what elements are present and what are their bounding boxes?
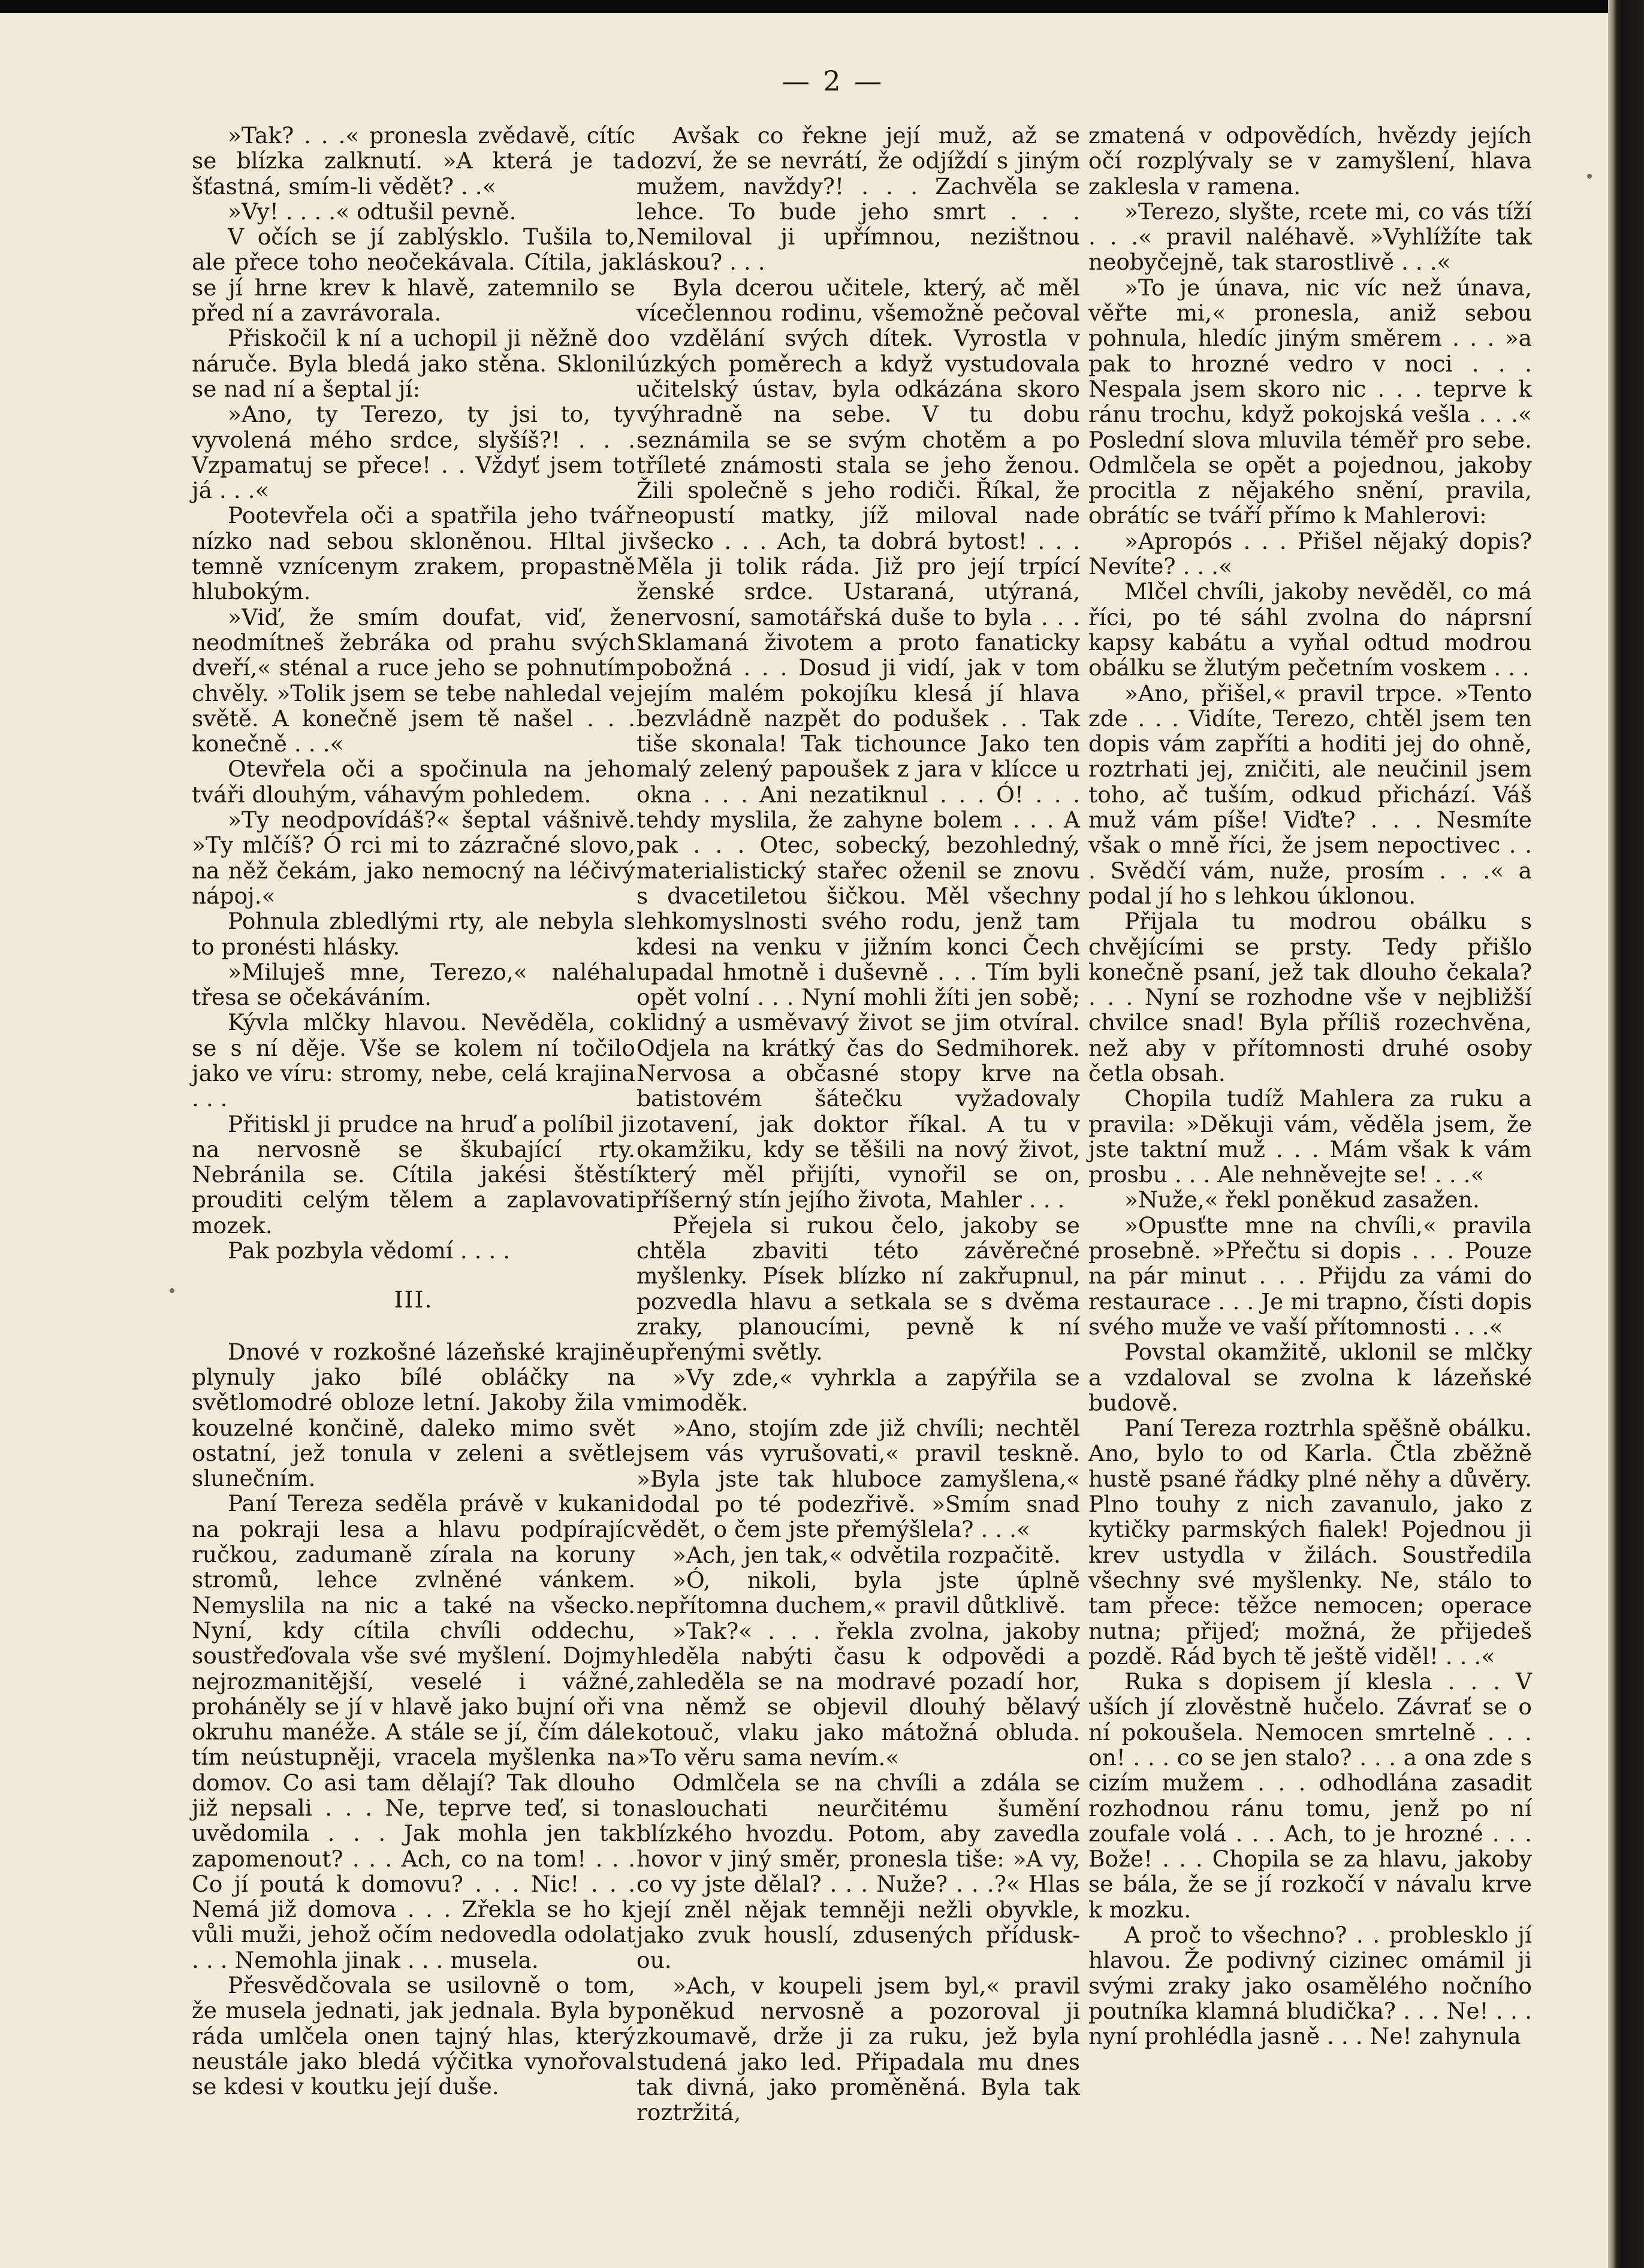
paragraph: Kývla mlčky hlavou. Nevěděla, co se s ní děje. Vše se kolem ní točilo jako ve víru: stromy, nebe, celá krajina . . . xyxy=(192,1009,635,1112)
paragraph: »To je únava, nic víc než únava, věřte mi,« pronesla, aniž sebou pohnula, hledíc jiným směrem . . . »a pak to hrozné vedro v noci . . . Nespala jsem skoro nic . . . teprve k ránu trochu, když pokojská vešla . . .« Poslední slova mluvila téměř pro sebe. Odmlčela se opět a pojednou, jakoby procitla z nějakého snění, pravila, obrátíc se tváří přímo k Mahlerovi: xyxy=(1088,274,1532,529)
paragraph: Mlčel chvíli, jakoby nevěděl, co má říci, po té sáhl zvolna do náprsní kapsy kabátu a vyňal odtud modrou obálku se žlutým pečetním voskem . . . xyxy=(1088,578,1532,681)
paragraph: »Ach, jen tak,« odvětila rozpačitě. xyxy=(672,1541,1061,1568)
column-left xyxy=(192,123,635,2100)
speck xyxy=(170,1288,174,1293)
paragraph: Otevřela oči a spočinula na jeho tváři dlouhým, váhavým pohledem. xyxy=(192,756,635,808)
paragraph: Odmlčela se na chvíli a zdála se naslouchati neurčitému šumění blízkého hvozdu. Potom, aby zavedla hovor v jiný směr, pronesla tiše: »A vy, co vy jste dělal? . . . Nuže? . . .?« Hlas její zněl nějak temněji nežli obyvkle, jako zvuk houslí, zdusených příduskou. xyxy=(637,1769,1080,1974)
paragraph: Pohnula zbledlými rty, ale nebyla s to pronésti hlásky. xyxy=(192,908,635,960)
paragraph: »Ó, nikoli, byla jste úplně nepřítomna duchem,« pravil důtklivě. xyxy=(637,1566,1080,1619)
paragraph: Přejela si rukou čelo, jakoby se chtěla zbaviti této závěrečné myšlenky. Písek blízko ní zakřupnul, pozvedla hlavu a setkala se s dvěma zraky, planoucími, pevně k ní upřenými světly. xyxy=(637,1212,1080,1366)
paragraph: »Miluješ mne, Terezo,« naléhal třesa se očekáváním. xyxy=(192,958,635,1011)
paragraph: Dnové v rozkošné lázeňské krajině plynuly jako bílé obláčky na světlomodré obloze letní. Jakoby žila v kouzelné končině, daleko mimo svět ostatní, jež tonula v zeleni a světle slunečním. xyxy=(192,1338,635,1492)
column-right xyxy=(1088,123,1532,2049)
paragraph: V očích se jí zablýsklo. Tušila to, ale přece toho neočekávala. Cítila, jak se jí hrne krev k hlavě, zatemnilo se před ní a zavrávorala. xyxy=(192,224,635,327)
column-middle xyxy=(637,123,1080,2125)
paragraph: Byla dcerou učitele, který, ač měl vícečlennou rodinu, všemožně pečoval o vzdělání svých dítek. Vyrostla v úzkých poměrech a když vystudovala učitelský ústav, byla odkázána skoro výhradně na sebe. V tu dobu seznámila se se svým chotěm a po tříleté známosti stala se jeho ženou. Žili společně s jeho rodiči. Říkal, že neopustí matky, jíž miloval nade všecko . . . Ach, ta dobrá bytost! . . . Měla ji tolik ráda. Již pro její trpící ženské srdce. Ustaraná, utýraná, nervosní, samotářská duše to byla . . . Sklamaná životem a proto fanaticky pobožná . . . Dosud ji vidí, jak v tom jejím malém pokojíku klesá jí hlava bezvládně nazpět do podušek . . Tak tiše skonala! Tak tichounce Jako ten malý zelený papoušek z jara v klícce u okna . . . Ani nezatiknul . . . Ó! . . . tehdy myslila, že zahyne bolem . . . A pak . . . Otec, sobecký, bezohledný, materialistický stařec oženil se znovu s dvacetiletou šičkou. Měl všechny lehkomyslnosti svého rodu, jenž tam kdesi na venku v jižním konci Čech upadal hmotně i duševně . . . Tím byli opět volní . . . Nyní mohli žíti jen sobě; klidný a usměvavý život se jim otvíral. Odjela na krátký čas do Sedmihorek. Nervosa a občasné stopy krve na batistovém šátečku vyžadovaly zotavení, jak doktor říkal. A tu v okamžiku, kdy se těšili na nový život, který měl přijíti, vynořil se on, příšerný stín jejího života, Mahler . . . xyxy=(637,274,1080,1213)
scan-right-edge xyxy=(1608,0,1644,2268)
page-number: — 2 — xyxy=(782,65,885,97)
paragraph: »Ty neodpovídáš?« šeptal vášnivě. »Ty mlčíš? Ó rci mi to zázračné slovo, na něž čekám, jako nemocný na léčivý nápoj.« xyxy=(192,807,635,909)
paragraph: »Terezo, slyšte, rcete mi, co vás tíží . . .« pravil naléhavě. »Vyhlížíte tak neobyčejně, tak starostlivě . . .« xyxy=(1088,198,1532,276)
paragraph: Pak pozbyla vědomí . . . . xyxy=(228,1237,511,1264)
paragraph: Avšak co řekne její muž, až se dozví, že se nevrátí, že odjíždí s jiným mužem, navždy?! . . . Zachvěla se lehce. To bude jeho smrt . . . Nemiloval ji upřímnou, nezištnou láskou? . . . xyxy=(637,122,1080,276)
paragraph: »Apropós . . . Přišel nějaký dopis? Nevíte? . . .« xyxy=(1088,527,1532,580)
paragraph: »Viď, že smím doufat, viď, že neodmítneš žebráka od prahu svých dveří,« sténal a ruce jeho se pohnutím chvěly. »Tolik jsem se tebe nahledal ve světě. A konečně jsem tě našel . . . konečně . . .« xyxy=(192,603,635,757)
scan-top-border xyxy=(0,0,1644,13)
paragraph: Přijala tu modrou obálku s chvějícími se prsty. Tedy přišlo konečně psaní, jež tak dlouho čekala? . . . Nyní se rozhodne vše v nejbližší chvilce snad! Byla příliš rozechvěna, než aby v přítomnosti druhé osoby četla obsah. xyxy=(1088,908,1532,1086)
paragraph: Chopila tudíž Mahlera za ruku a pravila: »Děkuji vám, věděla jsem, že jste taktní muž . . . Mám však k vám prosbu . . . Ale nehněvejte se! . . .« xyxy=(1088,1085,1532,1188)
chapter-heading: III. xyxy=(394,1286,433,1313)
paragraph: A proč to všechno? . . problesklo jí hlavou. Že podivný cizinec omámil ji svými zraky jako osamělého nočního poutníka klamná bludička? . . . Ne! . . . nyní prohlédla jasně . . . Ne! zahynula xyxy=(1088,1922,1532,2050)
paragraph: »Tak?« . . . řekla zvolna, jakoby hleděla nabýti času k odpovědi a zahleděla se na modravé pozadí hor, na němž se objevil dlouhý bělavý kotouč, vlaku jako mátožná obluda. »To věru sama nevím.« xyxy=(637,1617,1080,1771)
paragraph: »Ano, přišel,« pravil trpce. »Tento zde . . . Vidíte, Terezo, chtěl jsem ten dopis vám zapříti a hoditi jej do ohně, roztrhati jej, zničiti, ale neučinil jsem toho, ač tuším, odkud přichází. Váš muž vám píše! Viďte? . . . Nesmíte však o mně říci, že jsem nepoctivec . . . Svědčí vám, nuže, prosím . . .« a podal jí ho s lehkou úklonou. xyxy=(1088,680,1532,909)
paragraph: »Ach, v koupeli jsem byl,« pravil poněkud nervosně a pozoroval ji zkoumavě, drže ji za ruku, jež byla studená jako led. Připadala mu dnes tak divná, jako proměněná. Byla tak roztržitá, xyxy=(637,1972,1080,2126)
paragraph: »Vy zde,« vyhrkla a zapýřila se mimoděk. xyxy=(637,1364,1080,1416)
paragraph: Pootevřela oči a spatřila jeho tvář nízko nad sebou skloněnou. Hltal ji temně vznícenym zrakem, propastně hlubokým. xyxy=(192,502,635,605)
paragraph: Paní Tereza roztrhla spěšně obálku. Ano, bylo to od Karla. Čtla zběžně hustě psané řádky plné něhy a důvěry. Plno touhy z nich zavanulo, jako z kytičky parmských fialek! Pojednou ji krev ustydla v žilách. Soustředila všechny své myšlenky. Ne, stálo to tam přece: těžce nemocen; operace nutna; přijeď; možná, že přijedeš pozdě. Rád bych tě ještě viděl! . . .« xyxy=(1088,1415,1532,1669)
paragraph: »Ano, ty Terezo, ty jsi to, ty vyvolená mého srdce, slyšíš?! . . . Vzpamatuj se přece! . . Vždyť jsem to já . . .« xyxy=(192,401,635,504)
paragraph: »Opusťte mne na chvíli,« pravila prosebně. »Přečtu si dopis . . . Pouze na pár minut . . . Přijdu za vámi do restaurace . . . Je mi trapno, čísti dopis svého muže ve vaší přítomnosti . . .« xyxy=(1088,1212,1532,1340)
paragraph: »Ano, stojím zde již chvíli; nechtěl jsem vás vyrušovati,« pravil teskně. »Byla jste tak hluboce zamyšlena,« dodal po té podezřivě. »Smím snad vědět, o čem jste přemýšlela? . . .« xyxy=(637,1415,1080,1543)
paragraph: Paní Tereza seděla právě v kukani na pokraji lesa a hlavu podpírajíc ručkou, zadumaně zírala na koruny stromů, lehce zvlněné vánkem. Nemyslila na nic a také na všecko. Nyní, kdy cítila chvíli oddechu, soustřeďovala vše své myšlení. Dojmy nejrozmanitější, veselé i vážné, proháněly se jí v hlavě jako bujní oři v okruhu manéže. A stále se jí, čím dále tím neústupněji, vracela myšlenka na domov. Co asi tam dělají? Tak dlouho již nepsali . . . Ne, teprve teď, si to uvědomila . . . Jak mohla jen tak zapomenout? . . . Ach, co na tom! . . . Co jí poutá k domovu? . . . Nic! . . . Nemá již domova . . . Zřekla se ho k vůli muži, jehož očím nedovedla odolat . . . Nemohla jinak . . . musela. xyxy=(192,1490,635,1973)
speck xyxy=(1587,174,1592,179)
paragraph: Přitiskl ji prudce na hruď a políbil ji na nervosně se škubající rty. Nebránila se. Cítila jakési štěstí prouditi celým tělem a zaplavovati mozek. xyxy=(192,1110,635,1239)
paragraph: »Tak? . . .« pronesla zvědavě, cítíc se blízka zalknutí. »A která je ta šťastná, smím-li vědět? . .« xyxy=(192,122,635,200)
paragraph: »Vy! . . . .« odtušil pevně. xyxy=(228,198,517,225)
paragraph: Přesvědčovala se usilovně o tom, že musela jednati, jak jednala. Byla by ráda umlčela onen tajný hlas, který neustále jako bledá výčitka vynořoval se kdesi v koutku její duše. xyxy=(192,1972,635,2100)
paragraph: Ruka s dopisem jí klesla . . . V uších jí zlověstně hučelo. Závrať se o ní pokoušela. Nemocen smrtelně . . . on! . . . co se jen stalo? . . . a ona zde s cizím mužem . . . odhodlána zasadit rozhodnou ránu tomu, jenž po ní zoufale volá . . . Ach, to je hrozné . . . Bože! . . . Chopila se za hlavu, jakoby se bála, že se jí rozkočí v návalu krve k mozku. xyxy=(1088,1668,1532,1923)
paragraph: Přiskočil k ní a uchopil ji něžně do náruče. Byla bledá jako stěna. Sklonil se nad ní a šeptal jí: xyxy=(192,325,635,402)
paragraph: Povstal okamžitě, uklonil se mlčky a vzdaloval se zvolna k lázeňské budově. xyxy=(1088,1339,1532,1416)
paragraph: »Nuže,« řekl poněkud zasažen. xyxy=(1124,1186,1480,1213)
paragraph: zmatená v odpovědích, hvězdy jejích očí rozplývaly se v zamyšlení, hlava zaklesla v ramena. xyxy=(1088,122,1532,200)
